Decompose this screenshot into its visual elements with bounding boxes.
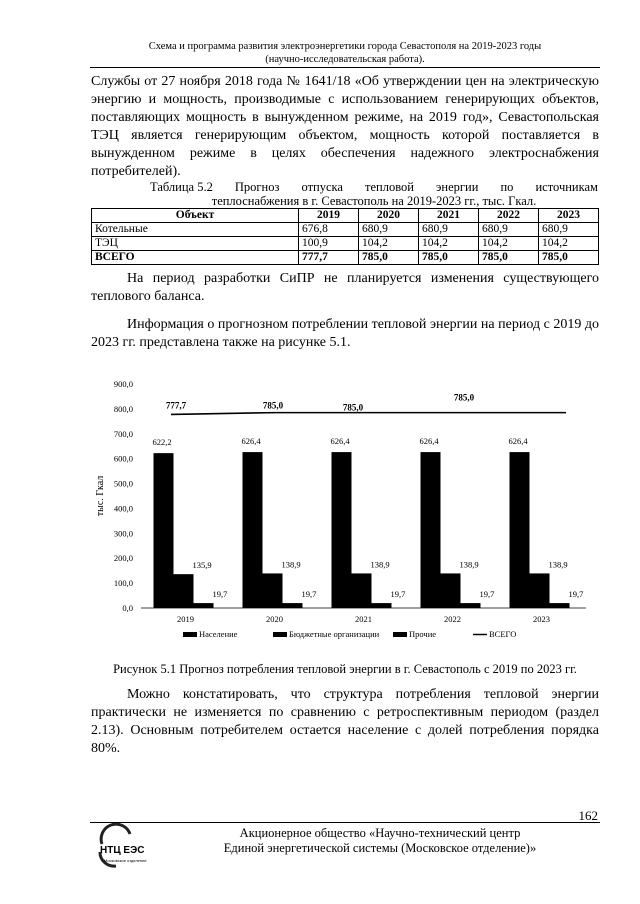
y-tick-label: 600,0 xyxy=(113,453,133,464)
header-line-1: Схема и программа развития электроэнергетики города Севастополя на 2019-2023 годы xyxy=(148,41,542,52)
table-cell: 104,2 xyxy=(539,237,599,251)
table-cell: 104,2 xyxy=(479,237,539,251)
bar-population xyxy=(421,452,441,608)
line-data-label: 777,7 xyxy=(165,400,187,411)
table-cell: 676,8 xyxy=(299,223,359,237)
table-header-cell: 2020 xyxy=(359,209,419,223)
company-logo xyxy=(92,822,156,874)
table-cell: 680,9 xyxy=(359,223,419,237)
table-cell: 680,9 xyxy=(539,223,599,237)
table-header-row xyxy=(92,209,599,223)
table-cell: 104,2 xyxy=(419,237,479,251)
table-row-total xyxy=(92,251,599,265)
legend-label: Население xyxy=(199,629,238,639)
data-label: 626,4 xyxy=(241,436,261,447)
page-number: 162 xyxy=(578,808,598,823)
table-caption-line-2: теплоснабжения в г. Севастополь на 2019-2023 гг., тыс. Гкал. xyxy=(211,194,537,208)
bar-other xyxy=(283,603,303,608)
data-label: 138,9 xyxy=(370,559,390,570)
y-tick-label: 400,0 xyxy=(113,503,133,514)
table-caption xyxy=(150,180,598,208)
data-label: 138,9 xyxy=(548,559,568,570)
table-caption-word: Таблица 5.2 xyxy=(150,180,213,194)
table-cell: Котельные xyxy=(92,223,299,237)
logo-subtext: Московское отделение xyxy=(104,858,147,863)
x-tick-label: 2020 xyxy=(266,614,283,624)
logo-text: НТЦ ЕЭС xyxy=(100,845,145,856)
consumption-chart xyxy=(91,372,599,652)
table-caption-line-1 xyxy=(150,180,598,194)
data-label: 622,2 xyxy=(152,437,172,448)
x-tick-label: 2023 xyxy=(533,614,550,624)
legend-swatch xyxy=(183,632,197,637)
bar-population xyxy=(154,453,174,608)
table-row xyxy=(92,237,599,251)
x-tick-label: 2019 xyxy=(177,614,194,624)
bar-other xyxy=(372,603,392,608)
bar-other xyxy=(550,603,570,608)
y-axis-label: тыс. Гкал xyxy=(95,475,106,517)
table-caption-word: по xyxy=(500,180,514,194)
running-header xyxy=(90,40,600,66)
y-tick-label: 800,0 xyxy=(113,403,133,414)
table-caption-word: источникам xyxy=(535,180,598,194)
header-line-2: (научно-исследовательская работа). xyxy=(265,54,425,65)
table-header-cell: Объект xyxy=(92,209,299,223)
table-cell: 785,0 xyxy=(539,251,599,265)
table-cell: 777,7 xyxy=(299,251,359,265)
paragraph-2: На период разработки СиПР не планируется изменения существующего теплового баланса. xyxy=(91,271,599,304)
paragraph-1: Службы от 27 ноября 2018 года № 1641/18 «Об утверждении цен на электрическую энергию и мощность, производимые с использованием генерирующих объектов, поставляющих мощность в вынужденном режиме, на 2019 год», Севастопольская ТЭЦ является генерирующим объектом, мощность которой поставляется в вынужденном режиме в целях обеспечения надежного электроснабжения потребителей). xyxy=(91,74,599,179)
bar-population xyxy=(510,452,530,608)
bar-population xyxy=(332,452,352,608)
table-caption-word: отпуска xyxy=(301,180,343,194)
table-header-cell: 2022 xyxy=(479,209,539,223)
table-caption-word: энергии xyxy=(436,180,479,194)
bar-budget xyxy=(352,573,372,608)
header-rule xyxy=(90,67,600,68)
y-tick-label: 100,0 xyxy=(113,578,133,589)
data-label: 135,9 xyxy=(192,560,212,571)
bar-other xyxy=(194,603,214,608)
data-label: 19,7 xyxy=(479,589,495,600)
table-header-cell: 2019 xyxy=(299,209,359,223)
legend-label: ВСЕГО xyxy=(489,629,517,639)
table-cell: 785,0 xyxy=(359,251,419,265)
y-tick-label: 900,0 xyxy=(113,379,133,389)
table-cell: 680,9 xyxy=(479,223,539,237)
table-row xyxy=(92,223,599,237)
table-caption-word: тепловой xyxy=(365,180,414,194)
data-label: 626,4 xyxy=(330,436,350,447)
table-header-cell: 2021 xyxy=(419,209,479,223)
data-label: 19,7 xyxy=(568,589,584,600)
data-label: 19,7 xyxy=(390,589,406,600)
footer-rule xyxy=(90,822,600,823)
data-label: 138,9 xyxy=(281,559,301,570)
data-label: 19,7 xyxy=(212,589,228,600)
bar-budget xyxy=(441,573,461,608)
y-tick-label: 300,0 xyxy=(113,528,133,539)
forecast-table xyxy=(91,208,599,265)
data-label: 626,4 xyxy=(508,436,528,447)
table-cell: ВСЕГО xyxy=(92,251,299,265)
footer-line-1: Акционерное общество «Научно-технический центр xyxy=(239,826,521,840)
line-data-label: 785,0 xyxy=(453,392,475,403)
bar-budget xyxy=(263,573,283,608)
figure-caption: Рисунок 5.1 Прогноз потребления тепловой энергии в г. Севастополь с 2019 по 2023 гг. xyxy=(113,662,577,676)
y-tick-label: 0,0 xyxy=(122,603,133,613)
table-caption-word: Прогноз xyxy=(234,180,280,194)
line-data-label: 785,0 xyxy=(342,402,364,413)
legend-label: Прочие xyxy=(409,629,437,639)
table-cell: 104,2 xyxy=(359,237,419,251)
data-label: 626,4 xyxy=(419,436,439,447)
footer-line-2: Единой энергетической системы (Московское отделение)» xyxy=(223,841,537,855)
y-tick-label: 200,0 xyxy=(113,553,133,564)
legend-swatch xyxy=(273,632,287,637)
legend-swatch xyxy=(393,632,407,637)
bar-population xyxy=(243,452,263,608)
footer xyxy=(160,826,600,856)
table-header-cell: 2023 xyxy=(539,209,599,223)
bar-budget xyxy=(530,573,550,608)
data-label: 19,7 xyxy=(301,589,317,600)
bar-budget xyxy=(174,574,194,608)
y-tick-label: 700,0 xyxy=(113,428,133,439)
table-cell: ТЭЦ xyxy=(92,237,299,251)
line-total xyxy=(171,413,566,415)
logo-arc xyxy=(101,824,130,844)
table-cell: 100,9 xyxy=(299,237,359,251)
legend-label: Бюджетные организации xyxy=(289,629,380,639)
table-cell: 785,0 xyxy=(419,251,479,265)
y-tick-label: 500,0 xyxy=(113,478,133,489)
paragraph-3: Информация о прогнозном потреблении тепловой энергии на период с 2019 до 2023 гг. представлена также на рисунке 5.1. xyxy=(91,317,599,350)
bar-other xyxy=(461,603,481,608)
data-label: 138,9 xyxy=(459,559,479,570)
paragraph-4: Можно констатировать, что структура потребления тепловой энергии практически не изменяется по сравнению с ретроспективным периодом (раздел 2.13). Основным потребителем остается население с долей потребления порядка 80%. xyxy=(91,687,599,756)
x-tick-label: 2022 xyxy=(444,614,461,624)
x-tick-label: 2021 xyxy=(355,614,372,624)
line-data-label: 785,0 xyxy=(262,400,284,411)
table-cell: 785,0 xyxy=(479,251,539,265)
table-cell: 680,9 xyxy=(419,223,479,237)
